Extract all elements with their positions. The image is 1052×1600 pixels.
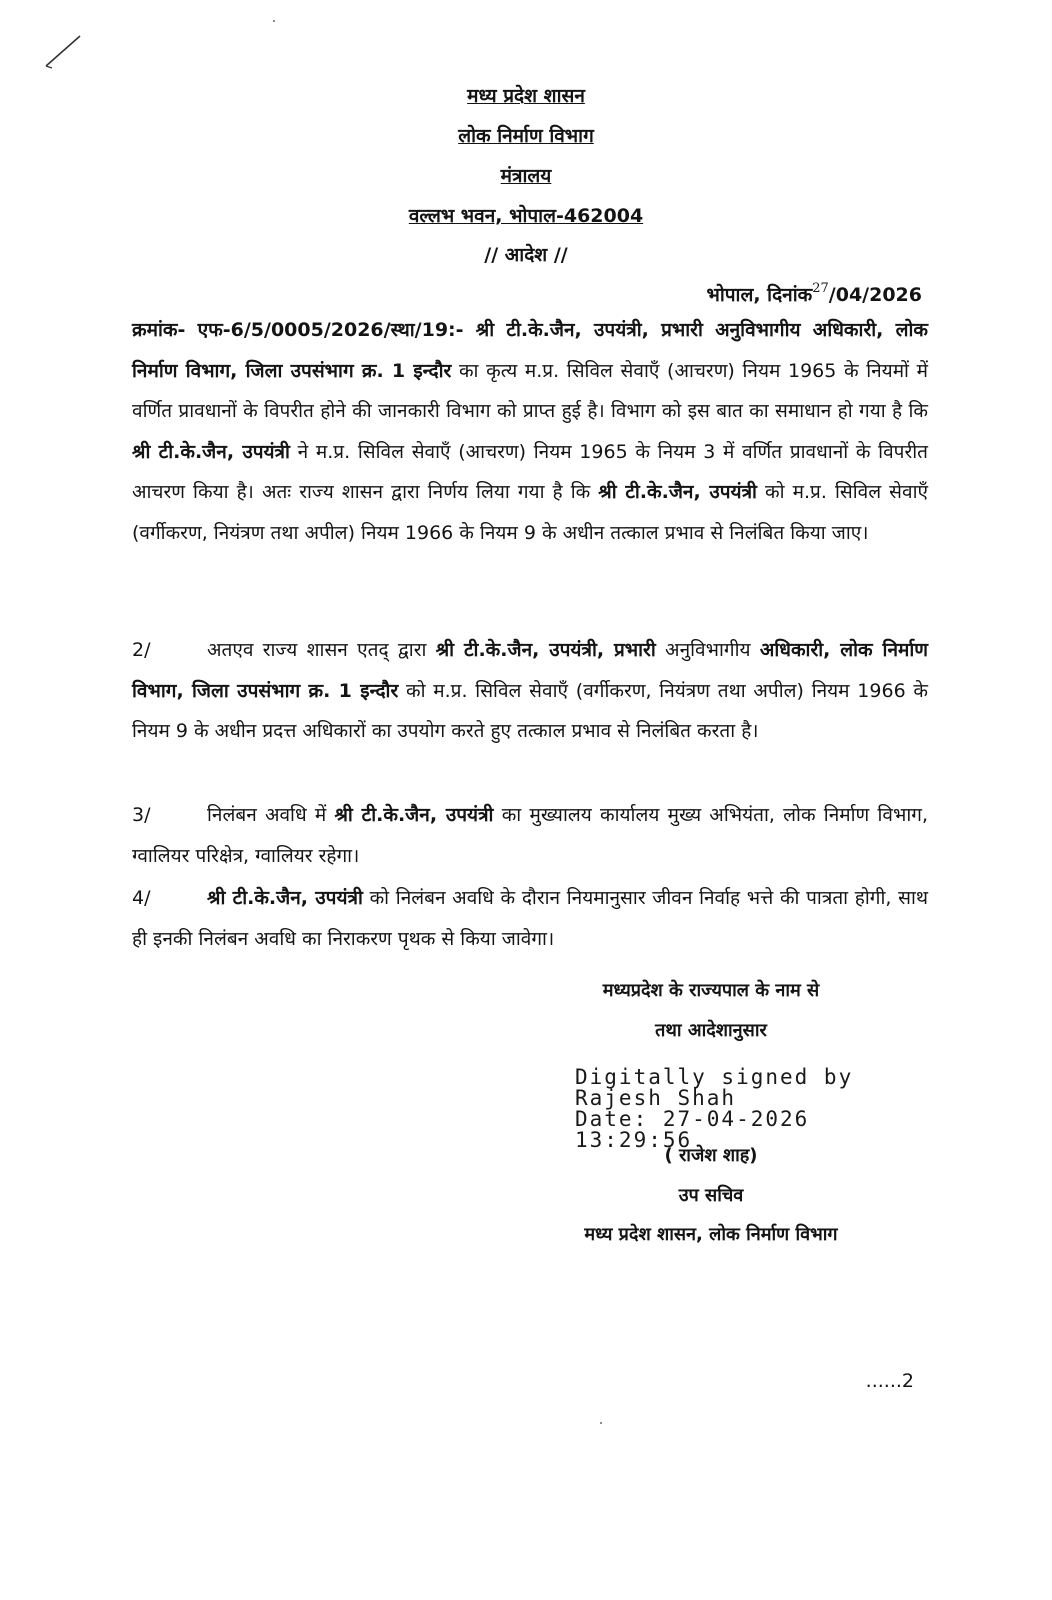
digital-signature-label: Digitally signed by [575, 1065, 854, 1089]
signature-order-line: तथा आदेशानुसार [655, 1020, 767, 1041]
handwritten-day: 27 [812, 281, 829, 296]
para3-text: निलंबन अवधि में [207, 804, 335, 826]
para1-text: को म.प्र. सिविल सेवाएँ (वर्गीकरण, नियंत्रण तथा अपील) नियम 1966 के नियम 9 के अधीन तत्काल प्रभाव से निलंबित किया जाए। [132, 481, 928, 544]
officer-name: श्री टी.के.जैन, उपयंत्री [132, 440, 290, 463]
scan-speck [273, 20, 275, 22]
order-date [706, 281, 922, 307]
date-suffix: /04/2026 [828, 284, 922, 306]
para-number: 4/ [132, 887, 151, 909]
header-department: लोक निर्माण विभाग [458, 125, 594, 147]
date-prefix: भोपाल, दिनांक [706, 284, 813, 306]
page-continuation: ......2 [865, 1370, 914, 1392]
para2-text: को म.प्र. सिविल सेवाएँ (वर्गीकरण, नियंत्रण तथा अपील) नियम 1966 के नियम 9 के अधीन प्रदत्त अधिकारों का उपयोग करते हुए तत्काल प्रभाव से निलंबित करता है। [132, 679, 929, 742]
officer-name: श्री टी.के.जैन, उपयंत्री [207, 887, 363, 909]
paragraph-3 [132, 795, 928, 876]
para3-text: का मुख्यालय कार्यालय मुख्य अभियंता, लोक निर्माण विभाग, ग्वालियर परिक्षेत्र, ग्वालियर रहेगा। [132, 804, 928, 867]
digital-signature-name: Rajesh Shah [575, 1086, 737, 1110]
signatory-office: मध्य प्रदेश शासन, लोक निर्माण विभाग [584, 1224, 838, 1245]
officer-name: श्री टी.के.जैन, उपयंत्री [334, 804, 494, 826]
paragraph-4 [132, 878, 928, 959]
signatory-name: ( राजेश शाह) [664, 1145, 758, 1166]
signatory-designation: उप सचिव [678, 1185, 744, 1206]
digital-signature-block [575, 1067, 853, 1151]
signature-authority-line: मध्यप्रदेश के राज्यपाल के नाम से [602, 980, 820, 1001]
header-order-title: // आदेश // [484, 244, 568, 266]
paragraph-1 [132, 310, 928, 553]
para2-text: अनुविभागीय [655, 639, 760, 661]
digital-signature-date: Date: 27-04-2026 [575, 1107, 810, 1131]
para4-text: को निलंबन अवधि के दौरान नियमानुसार जीवन निर्वाह भत्ते की पात्रता होगी, साथ ही इनकी निलंबन अवधि का निराकरण पृथक से किया जावेगा। [132, 887, 929, 950]
para-number: 2/ [132, 639, 151, 661]
para-number: 3/ [132, 804, 151, 826]
digital-signature-time: 13:29:56 [575, 1128, 693, 1152]
officer-office: अधिकारी, लोक निर्माण विभाग, जिला उपसंभाग क्र. 1 इन्दौर [132, 639, 929, 702]
check-mark-icon [44, 32, 88, 72]
header-government: मध्य प्रदेश शासन [467, 85, 585, 107]
header-ministry: मंत्रालय [500, 165, 552, 187]
para1-text: ने म.प्र. सिविल सेवाएँ (आचरण) नियम 1965 के नियम 3 में वर्णित प्रावधानों के विपरीत आचरण किया है। अतः राज्य शासन द्वारा निर्णय लिया गया है कि [132, 440, 928, 503]
scan-speck [600, 1422, 602, 1424]
header-address: वल्लभ भवन, भोपाल-462004 [408, 205, 644, 227]
para2-text: अतएव राज्य शासन एतद् द्वारा [207, 639, 436, 661]
para1-text: का कृत्य म.प्र. सिविल सेवाएँ (आचरण) नियम 1965 के नियमों में वर्णित प्रावधानों के विपरीत होने की जानकारी विभाग को प्राप्त हुई है। विभाग को इस बात का समाधान हो गया है कि [132, 359, 928, 422]
paragraph-2 [132, 630, 928, 752]
officer-name: श्री टी.के.जैन, उपयंत्री, प्रभारी [435, 639, 656, 661]
officer-name: श्री टी.के.जैन, उपयंत्री [598, 481, 757, 503]
order-number-and-officer: क्रमांक- एफ-6/5/0005/2026/स्था/19:- श्री टी.के.जैन, उपयंत्री, प्रभारी अनुविभागीय अधिकारी, लोक निर्माण विभाग, जिला उपसंभाग क्र. 1 इन्दौर [132, 319, 928, 382]
